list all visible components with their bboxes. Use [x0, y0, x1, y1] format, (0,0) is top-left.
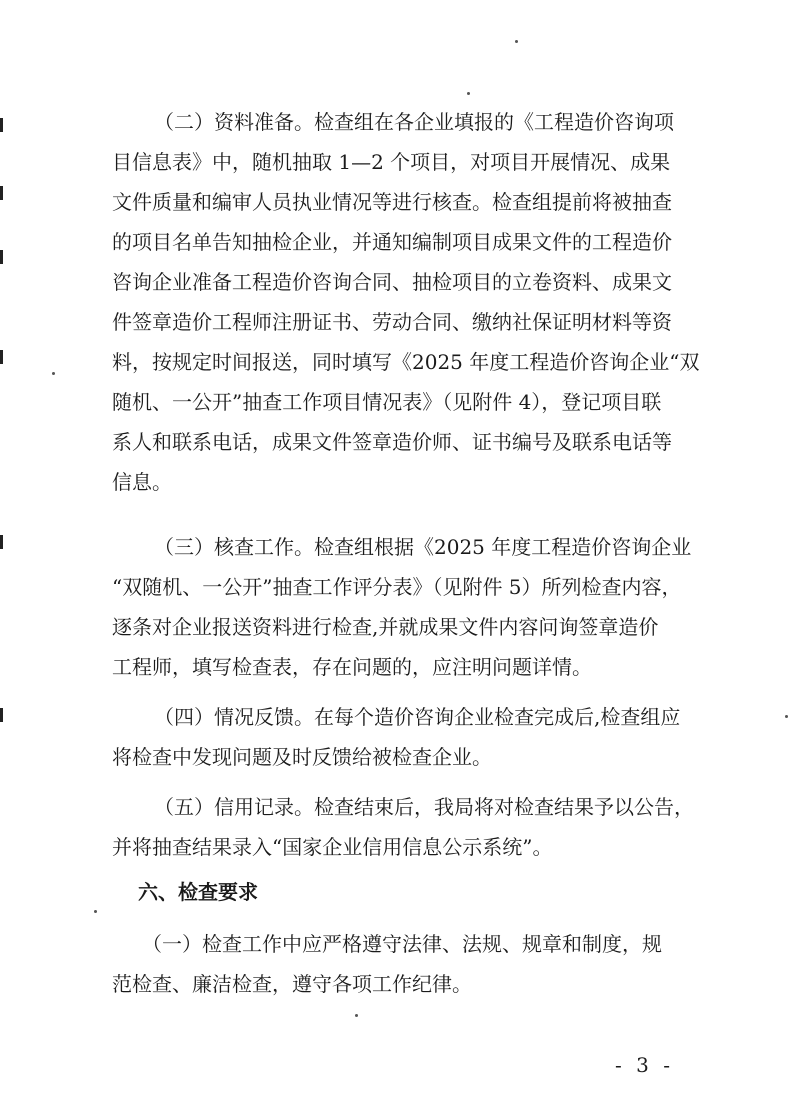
- text-line: 的项目名单告知抽检企业，并通知编制项目成果文件的工程造价: [112, 230, 672, 254]
- text-line: 系人和联系电话，成果文件签章造价师、证书编号及联系电话等: [112, 430, 672, 454]
- page-number: - 3 -: [615, 1053, 674, 1077]
- text-line: 咨询企业准备工程造价咨询合同、抽检项目的立卷资料、成果文: [112, 270, 672, 294]
- text-line: 工程师，填写检查表，存在问题的，应注明问题详情。: [112, 655, 592, 679]
- paragraph-materials: [112, 102, 700, 502]
- text-line: 件签章造价工程师注册证书、劳动合同、缴纳社保证明材料等资: [112, 310, 672, 334]
- scan-speck: [467, 92, 470, 95]
- scan-speck: [52, 372, 55, 375]
- scan-edge-mark: [0, 350, 3, 364]
- scan-edge-mark: [0, 708, 3, 722]
- scan-speck: [355, 1014, 358, 1017]
- text-line: 并将抽查结果录入“国家企业信用信息公示系统”。: [112, 835, 553, 859]
- paragraph-requirement-1: [112, 924, 690, 1004]
- text-line: 文件质量和编审人员执业情况等进行核查。检查组提前将被抽查: [112, 190, 672, 214]
- text-line: （四）情况反馈。在每个造价咨询企业检查完成后,检查组应: [154, 705, 681, 729]
- text-line: （一）检查工作中应严格遵守法律、法规、规章和制度，规: [142, 932, 662, 956]
- text-line: 信息。: [112, 470, 172, 494]
- scan-speck: [94, 910, 97, 913]
- text-line: 将检查中发现问题及时反馈给被检查企业。: [112, 745, 492, 769]
- text-line: （五）信用记录。检查结束后，我局将对检查结果予以公告，: [154, 795, 694, 819]
- scan-speck: [785, 715, 788, 718]
- text-line: 料，按规定时间报送，同时填写《2025 年度工程造价咨询企业“双: [112, 350, 700, 374]
- paragraph-credit: [112, 787, 694, 867]
- paragraph-verification: [112, 527, 690, 687]
- section-heading: 六、检查要求: [138, 880, 258, 904]
- paragraph-feedback: [112, 697, 690, 777]
- scan-edge-mark: [0, 250, 3, 264]
- scan-edge-mark: [0, 535, 3, 549]
- text-line: （二）资料准备。检查组在各企业填报的《工程造价咨询项: [154, 110, 674, 134]
- scan-edge-mark: [0, 186, 3, 200]
- text-line: 范检查、廉洁检查，遵守各项工作纪律。: [112, 972, 472, 996]
- text-line: （三）核查工作。检查组根据《2025 年度工程造价咨询企业: [154, 535, 692, 559]
- scan-speck: [515, 40, 518, 43]
- scan-edge-mark: [0, 118, 3, 132]
- text-line: 逐条对企业报送资料进行检查,并就成果文件内容问询签章造价: [112, 615, 659, 639]
- text-line: 随机、一公开”抽查工作项目情况表》（见附件 4），登记项目联: [112, 390, 662, 414]
- text-line: “双随机、一公开”抽查工作评分表》（见附件 5）所列检查内容，: [112, 575, 682, 599]
- text-line: 目信息表》中，随机抽取 1—2 个项目，对项目开展情况、成果: [112, 150, 671, 174]
